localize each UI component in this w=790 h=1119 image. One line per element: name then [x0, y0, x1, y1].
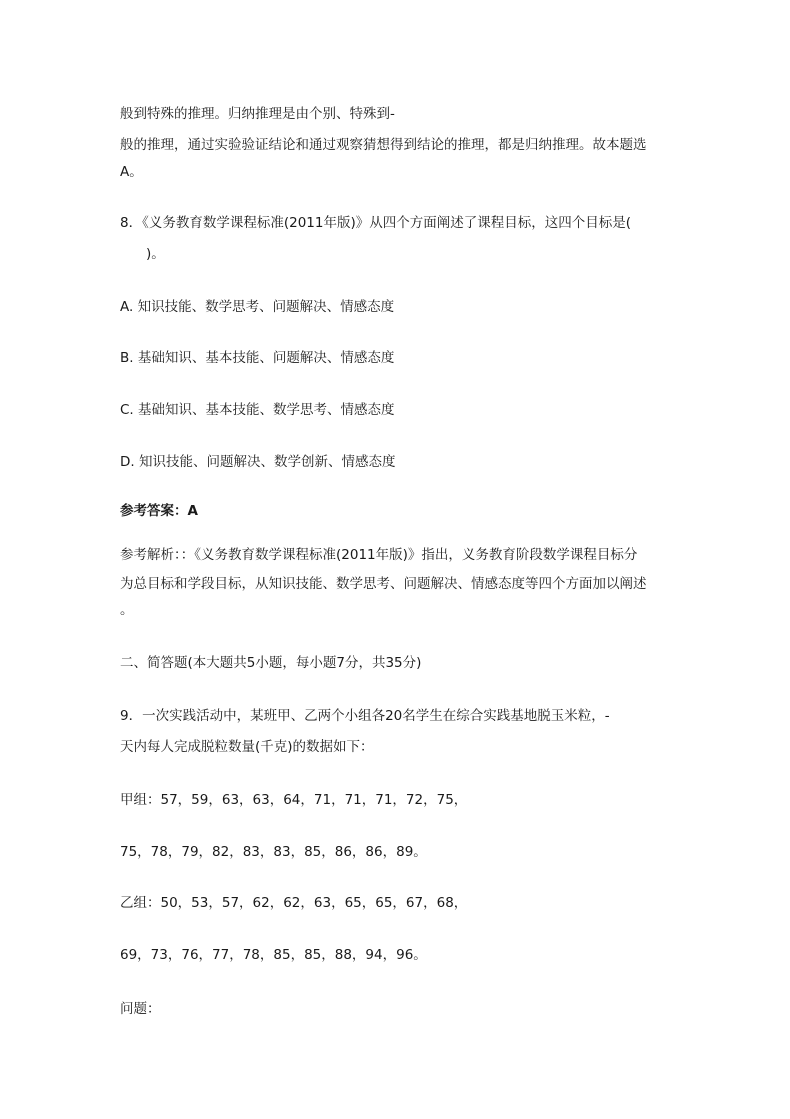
q9-group-b-line-2: 69，73，76，77，78，85，85，88，94，96。: [120, 947, 427, 963]
q8-analysis-line-1: 参考解析：：《义务教育数学课程标准(2011年版)》指出，义务教育阶段数学课程目标分: [120, 547, 638, 563]
q8-option-d: D. 知识技能、问题解决、数学创新、情感态度: [120, 454, 396, 470]
q8-stem-line-2: )。: [146, 246, 165, 262]
section-title: 二、简答题(本大题共5小题，每小题7分，共35分): [120, 655, 422, 671]
q9-question-label: 问题：: [120, 1001, 161, 1017]
q8-analysis-line-3: 。: [120, 602, 134, 618]
analysis-prev-line-2: 般的推理，通过实验验证结论和通过观察猜想得到结论的推理，都是归纳推理。故本题选: [120, 137, 647, 153]
q8-option-a: A. 知识技能、数学思考、问题解决、情感态度: [120, 299, 395, 315]
q8-analysis-line-2: 为总目标和学段目标，从知识技能、数学思考、问题解决、情感态度等四个方面加以阐述: [120, 576, 647, 592]
q9-group-a-line-2: 75，78，79，82，83，83，85，86，86，89。: [120, 844, 427, 860]
q9-group-b-line-1: 乙组：50，53，57，62，62，63，65，65，67，68，: [120, 895, 468, 911]
q8-stem-line-1: 8．《义务教育数学课程标准(2011年版)》从四个方面阐述了课程目标，这四个目标是(: [120, 215, 631, 231]
analysis-prev-line-1: 般到特殊的推理。归纳推理是由个别、特殊到-: [120, 106, 395, 122]
q8-answer: 参考答案：A: [120, 503, 198, 519]
analysis-prev-line-3: A。: [120, 164, 143, 180]
q8-option-c: C. 基础知识、基本技能、数学思考、情感态度: [120, 402, 395, 418]
q9-stem-line-2: 天内每人完成脱粒数量(千克)的数据如下：: [120, 739, 374, 755]
q9-stem-line-1: 9．一次实践活动中，某班甲、乙两个小组各20名学生在综合实践基地脱玉米粒，-: [120, 708, 610, 724]
q9-group-a-line-1: 甲组：57，59，63，63，64，71，71，71，72，75，: [120, 792, 468, 808]
q8-option-b: B. 基础知识、基本技能、问题解决、情感态度: [120, 350, 395, 366]
